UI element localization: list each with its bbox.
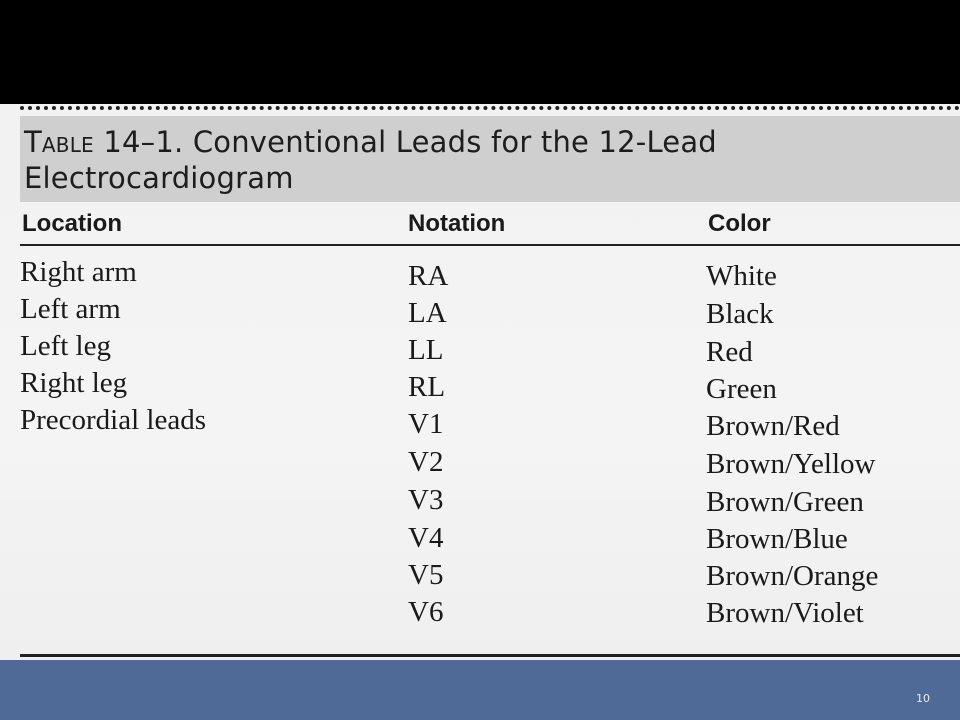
location-cell: Left arm [20, 293, 121, 325]
notation-cell: RA [408, 260, 449, 292]
table-title [24, 124, 924, 196]
color-cell: Brown/Orange [706, 560, 879, 592]
table-number: 14–1. [103, 125, 184, 159]
notation-cell: V1 [408, 408, 444, 440]
notation-cell: V3 [408, 484, 444, 516]
location-cell: Left leg [20, 330, 111, 362]
notation-cell: V5 [408, 559, 444, 591]
notation-cell: V2 [408, 446, 444, 478]
color-cell: White [706, 260, 777, 292]
color-cell: Black [706, 298, 774, 330]
bottom-rule [20, 654, 960, 657]
notation-cell: LL [408, 334, 444, 366]
location-cell: Right arm [20, 256, 137, 288]
column-header-location: Location [22, 210, 122, 237]
color-cell: Brown/Red [706, 410, 840, 442]
color-cell: Brown/Green [706, 486, 864, 518]
color-cell: Brown/Blue [706, 523, 848, 555]
table-title-text: Conventional Leads for the 12-Lead Electrocardiogram [24, 125, 717, 195]
color-cell: Brown/Yellow [706, 448, 876, 480]
top-black-band [0, 0, 960, 104]
notation-cell: V6 [408, 596, 444, 628]
color-cell: Red [706, 336, 753, 368]
table-label: Table [24, 125, 94, 159]
scanned-table-image [0, 104, 960, 660]
column-header-color: Color [708, 210, 771, 237]
location-cell: Right leg [20, 367, 128, 399]
column-header-notation: Notation [408, 210, 506, 237]
footer-bar [0, 660, 960, 720]
notation-cell: RL [408, 371, 446, 403]
color-cell: Green [706, 373, 777, 405]
dotted-rule [20, 106, 960, 110]
color-cell: Brown/Violet [706, 597, 864, 629]
location-cell: Precordial leads [20, 404, 207, 436]
notation-cell: LA [408, 297, 447, 329]
notation-cell: V4 [408, 522, 444, 554]
page-number: 10 [916, 692, 930, 705]
header-rule [20, 244, 960, 246]
